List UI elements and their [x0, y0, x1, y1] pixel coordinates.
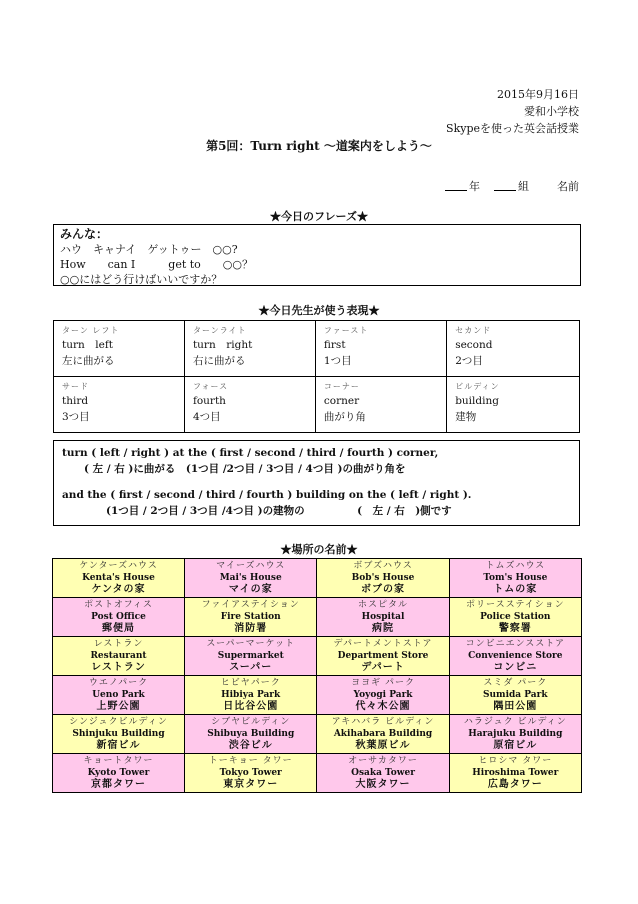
expression-cell: [184, 377, 315, 433]
place-english: Sumida Park: [483, 690, 548, 700]
place-cell: [449, 637, 581, 676]
place-japanese: 広島タワー: [487, 779, 543, 790]
place-kana: ポストオフィス: [84, 600, 153, 610]
place-cell: [185, 754, 317, 793]
course-name: Skypeを使った英会話授業: [446, 122, 579, 135]
table-row: [54, 321, 580, 377]
place-japanese: 新宿ビル: [96, 740, 141, 751]
place-english: Yoyogi Park: [353, 690, 413, 700]
phrase-line-katakana: ハウ キャナイ ゲットゥー ○○?: [60, 243, 238, 256]
place-english: Ueno Park: [92, 690, 145, 700]
table-row: [53, 637, 582, 676]
place-english: Bob's House: [351, 573, 415, 583]
place-cell: [317, 754, 449, 793]
place-english: Osaka Tower: [351, 768, 415, 778]
year-blank[interactable]: [445, 190, 467, 191]
expression-kana: ターン レフト: [62, 326, 120, 335]
place-kana: シンジュクビルディン: [69, 717, 168, 727]
expression-kana: セカンド: [455, 326, 492, 335]
place-kana: キョートタワー: [83, 756, 154, 766]
places-heading: ★場所の名前★: [280, 543, 358, 556]
place-kana: トーキョー タワー: [208, 756, 293, 766]
expression-kana: コーナー: [323, 382, 360, 391]
table-row: [53, 559, 582, 598]
expression-english: corner: [323, 395, 360, 407]
table-row: [54, 377, 580, 433]
place-kana: スミダ パーク: [483, 678, 548, 688]
place-english: Post Office: [91, 612, 146, 622]
expression-cell: [315, 321, 446, 377]
place-kana: ヒビヤパーク: [220, 678, 281, 688]
place-kana: ポリースステイション: [466, 600, 565, 610]
expression-english: building: [455, 395, 499, 407]
expression-cell: [54, 321, 185, 377]
place-cell: [317, 637, 449, 676]
place-japanese: 渋谷ビル: [228, 740, 273, 751]
place-cell: [53, 559, 185, 598]
place-english: Akihabara Building: [333, 729, 433, 739]
expression-cell: [447, 321, 580, 377]
expression-cell: [184, 321, 315, 377]
place-japanese: ボブの家: [361, 584, 406, 595]
place-cell: [317, 598, 449, 637]
place-japanese: 東京タワー: [223, 779, 279, 790]
table-row: [53, 676, 582, 715]
phrase-box: [53, 224, 581, 286]
place-japanese: 警察署: [498, 623, 532, 634]
expression-japanese: 曲がり角: [323, 411, 366, 423]
expression-english: first: [323, 339, 346, 351]
school-name: 愛和小学校: [524, 105, 579, 118]
lesson-title: 第5回：Turn right 〜道案内をしよう〜: [206, 139, 432, 153]
expression-japanese: 2つ目: [455, 355, 483, 367]
place-kana: デパートメントストア: [333, 639, 433, 649]
place-japanese: トムの家: [493, 584, 538, 595]
date: 2015年9月16日: [497, 88, 579, 101]
spacer: [62, 477, 571, 487]
place-cell: [449, 676, 581, 715]
place-cell: [185, 715, 317, 754]
expression-kana: サード: [62, 382, 89, 391]
place-kana: アキハバラ ビルディン: [331, 717, 435, 727]
place-kana: トムズハウス: [485, 561, 546, 571]
place-english: Supermarket: [217, 651, 284, 661]
place-kana: オーサカタワー: [348, 756, 418, 766]
place-kana: ボブズハウス: [353, 561, 413, 571]
sentence-line-4: (1つ目 / 2つ目 / 3つ目 /4つ目 )の建物の ( 左 / 右 )側です: [106, 505, 452, 517]
name-line: [445, 178, 579, 194]
place-kana: マイーズハウス: [216, 561, 286, 571]
place-kana: コンビニエンスストア: [465, 639, 566, 649]
place-kana: ハラジュク ビルディン: [463, 717, 567, 727]
place-japanese: スーパー: [229, 662, 273, 673]
sentence-frame-box: [53, 440, 580, 526]
table-row: [53, 715, 582, 754]
place-japanese: 原宿ビル: [493, 740, 538, 751]
sentence-line-3: and the ( first / second / third / fourth ) building on the ( left / right ).: [62, 489, 472, 501]
place-japanese: 病院: [372, 623, 395, 634]
place-cell: [185, 598, 317, 637]
place-english: Hibiya Park: [221, 690, 281, 700]
expression-japanese: 3つ目: [62, 411, 90, 423]
expression-english: turn right: [192, 339, 253, 351]
table-row: [53, 754, 582, 793]
place-english: Convenience Store: [468, 651, 563, 661]
place-cell: [449, 754, 581, 793]
place-cell: [53, 715, 185, 754]
phrase-heading: ★今日のフレーズ★: [269, 210, 368, 223]
place-japanese: レストラン: [91, 662, 146, 673]
place-cell: [53, 637, 185, 676]
class-blank[interactable]: [494, 190, 516, 191]
place-cell: [185, 637, 317, 676]
name-label: 名前: [557, 180, 579, 193]
expression-japanese: 右に曲がる: [192, 355, 246, 367]
place-japanese: 消防署: [234, 623, 268, 634]
place-kana: ケンターズハウス: [79, 561, 158, 571]
expression-japanese: 左に曲がる: [62, 355, 115, 367]
sentence-line-1: turn ( left / right ) at the ( first / second / third / fourth ) corner,: [62, 447, 439, 459]
place-japanese: マイの家: [228, 584, 273, 595]
sentence-line-2: ( 左 / 右 )に曲がる (1つ目 /2つ目 / 3つ目 / 4つ目 )の曲がり角を: [84, 463, 406, 475]
expression-english: second: [455, 339, 493, 351]
phrase-label: みんな：: [60, 227, 109, 241]
place-english: Mai's House: [219, 573, 282, 583]
place-english: Shibuya Building: [207, 729, 295, 739]
place-kana: ウエノパーク: [88, 678, 149, 688]
place-kana: ファイアステイション: [201, 600, 300, 610]
place-cell: [53, 598, 185, 637]
place-cell: [53, 676, 185, 715]
places-table: [52, 558, 582, 793]
place-cell: [317, 715, 449, 754]
place-cell: [185, 559, 317, 598]
place-japanese: ケンタの家: [91, 584, 146, 595]
place-english: Hiroshima Tower: [472, 768, 559, 778]
place-english: Fire Station: [220, 612, 281, 622]
place-cell: [449, 559, 581, 598]
place-english: Hospital: [361, 612, 405, 622]
place-cell: [449, 598, 581, 637]
place-japanese: 日比谷公園: [223, 701, 279, 712]
class-label: 組: [518, 180, 530, 193]
place-english: Kyoto Tower: [87, 768, 150, 778]
place-kana: シブヤビルディン: [211, 717, 291, 727]
place-cell: [317, 676, 449, 715]
place-kana: ヒロシマ タワー: [478, 756, 553, 766]
place-kana: レストラン: [93, 639, 144, 649]
place-japanese: 大阪タワー: [355, 779, 411, 790]
expression-japanese: 建物: [455, 411, 477, 423]
expressions-heading: ★今日先生が使う表現★: [258, 304, 380, 317]
place-cell: [53, 754, 185, 793]
place-cell: [449, 715, 581, 754]
place-english: Police Station: [480, 612, 551, 622]
place-english: Kenta's House: [82, 573, 155, 583]
expression-japanese: 1つ目: [323, 355, 352, 367]
phrase-line-english: How can I get to ○○？: [60, 258, 253, 271]
year-label: 年: [469, 180, 481, 193]
expression-kana: ビルディン: [455, 382, 500, 391]
place-english: Shinjuku Building: [72, 729, 165, 739]
place-english: Department Store: [337, 651, 429, 661]
expression-english: turn left: [62, 339, 113, 351]
place-japanese: 秋葉原ビル: [355, 740, 411, 751]
expression-kana: フォース: [192, 382, 229, 391]
place-cell: [185, 676, 317, 715]
expressions-table: [53, 320, 580, 433]
place-english: Tokyo Tower: [219, 768, 282, 778]
place-cell: [317, 559, 449, 598]
phrase-line-japanese: ○○にはどう行けばいいですか？: [60, 273, 223, 286]
place-kana: スーパーマーケット: [206, 639, 296, 649]
place-kana: ヨヨギ パーク: [351, 678, 415, 688]
place-english: Tom's House: [483, 573, 548, 583]
place-kana: ホスピタル: [358, 600, 409, 610]
place-japanese: デパート: [361, 662, 405, 673]
expression-japanese: 4つ目: [192, 411, 221, 423]
expression-english: fourth: [192, 395, 226, 407]
expression-cell: [315, 377, 446, 433]
place-japanese: コンビニ: [493, 662, 538, 673]
expression-english: third: [62, 395, 89, 407]
expression-cell: [54, 377, 185, 433]
place-english: Restaurant: [90, 651, 147, 661]
expression-kana: ターンライト: [192, 326, 247, 335]
table-row: [53, 598, 582, 637]
expression-kana: ファースト: [323, 326, 369, 335]
place-japanese: 隅田公園: [493, 701, 538, 712]
expression-cell: [447, 377, 580, 433]
place-japanese: 上野公園: [96, 701, 141, 712]
place-japanese: 郵便局: [102, 623, 135, 634]
place-japanese: 代々木公園: [355, 701, 411, 712]
place-japanese: 京都タワー: [91, 779, 146, 790]
place-english: Harajuku Building: [468, 729, 563, 739]
